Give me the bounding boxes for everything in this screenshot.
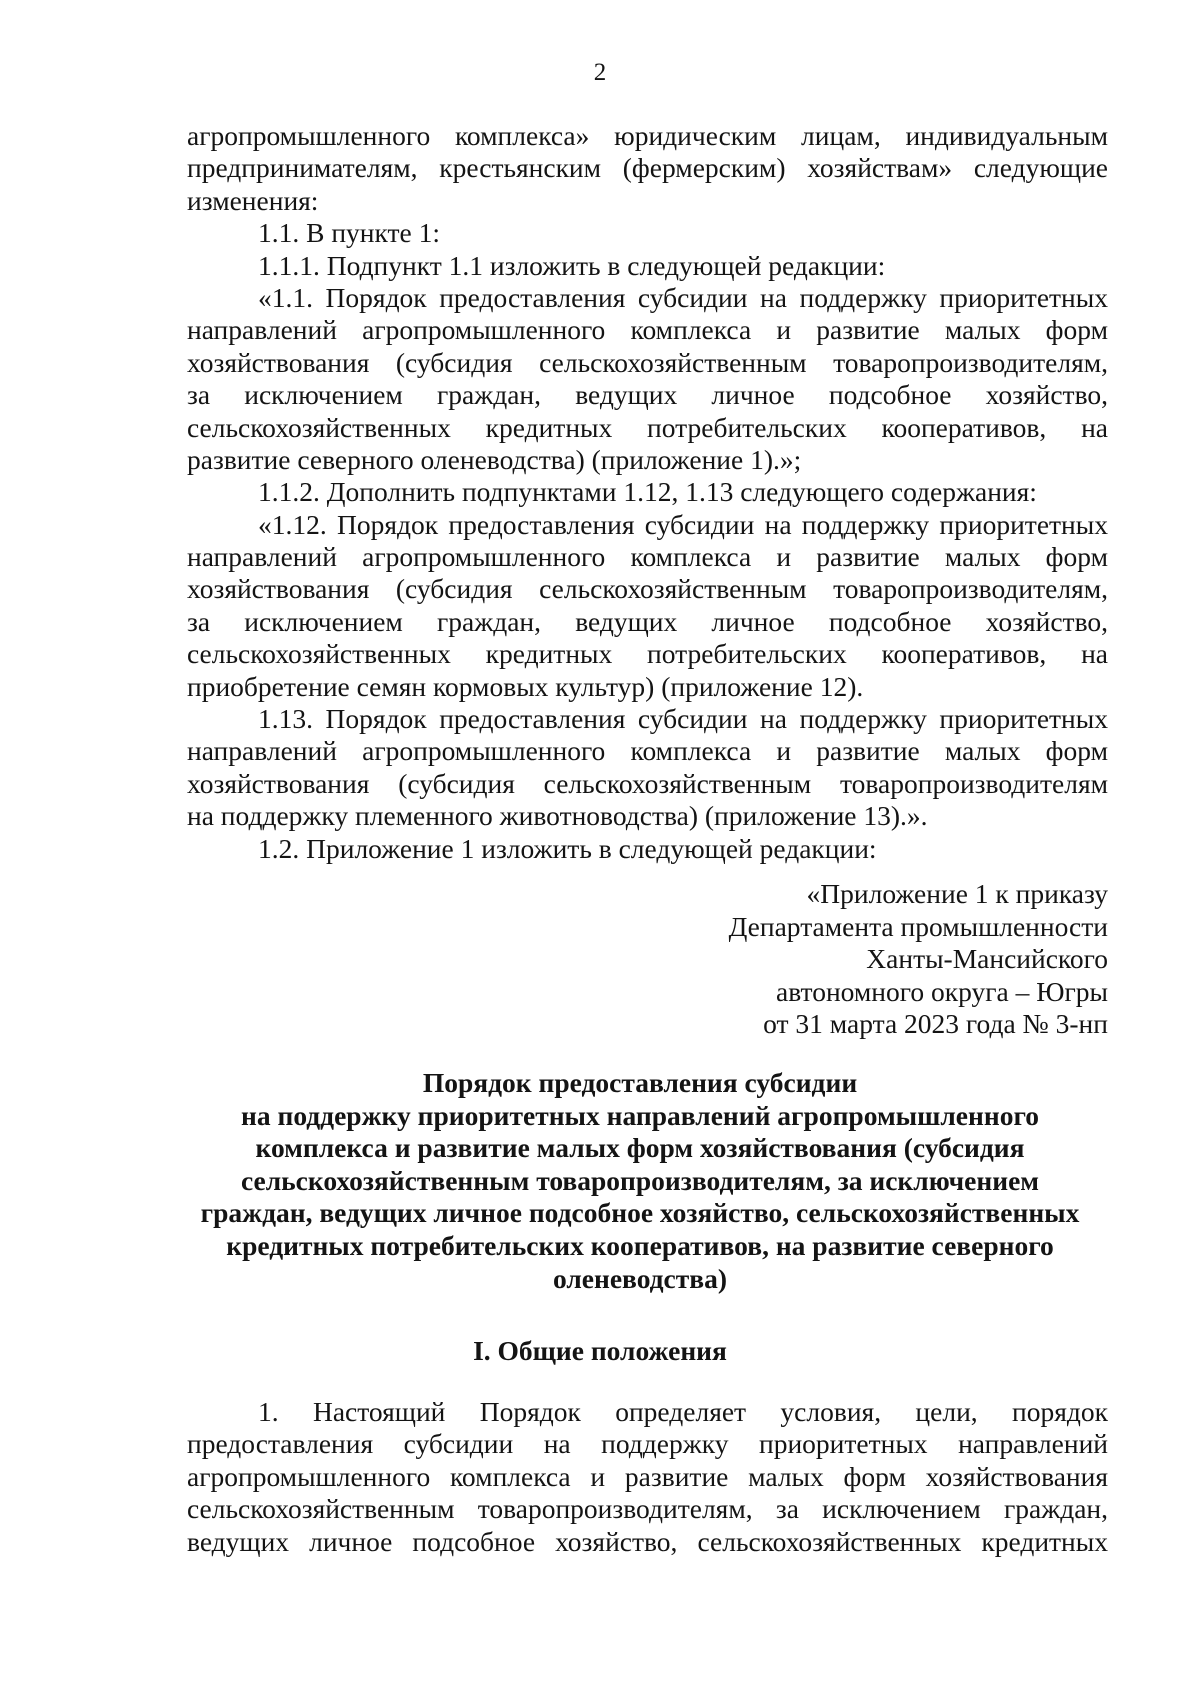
- text-line: хозяйствования (субсидия сельскохозяйственным товаропроизводителям,: [187, 573, 1108, 605]
- document-title: [140, 1067, 1140, 1295]
- text-line: агропромышленного комплекса и развитие малых форм хозяйствования: [187, 1460, 1108, 1492]
- text-line: изменения:: [187, 184, 319, 216]
- amendment-text: [187, 120, 1108, 865]
- title-line: комплекса и развитие малых форм хозяйствования (субсидия: [255, 1132, 1025, 1164]
- text-line: сельскохозяйственных кредитных потребительских кооперативов, на: [187, 411, 1108, 443]
- text-line: за исключением граждан, ведущих личное подсобное хозяйство,: [187, 605, 1108, 637]
- text-line: за исключением граждан, ведущих личное подсобное хозяйство,: [187, 379, 1108, 411]
- page-number: 2: [593, 59, 607, 86]
- title-line: на поддержку приоритетных направлений агропромышленного: [241, 1099, 1039, 1131]
- text-line: хозяйствования (субсидия сельскохозяйственным товаропроизводителям,: [187, 346, 1108, 378]
- text-line: сельскохозяйственным товаропроизводителям, за исключением граждан,: [187, 1493, 1108, 1525]
- text-line: «1.12. Порядок предоставления субсидии на поддержку приоритетных: [258, 508, 1108, 540]
- appendix-ref-line: Ханты-Мансийского: [866, 943, 1108, 975]
- text-line: ведущих личное подсобное хозяйство, сельскохозяйственных кредитных: [187, 1525, 1108, 1557]
- title-line: граждан, ведущих личное подсобное хозяйство, сельскохозяйственных: [200, 1197, 1080, 1229]
- clause-1: [187, 1396, 1108, 1558]
- text-line: сельскохозяйственных кредитных потребительских кооперативов, на: [187, 638, 1108, 670]
- appendix-ref-line: автономного округа – Югры: [776, 975, 1108, 1007]
- title-line: кредитных потребительских кооперативов, на развитие северного: [226, 1229, 1054, 1261]
- section-heading: I. Общие положения: [473, 1335, 727, 1366]
- appendix-ref-line: от 31 марта 2023 года № 3-нп: [763, 1008, 1108, 1040]
- text-line: предоставления субсидии на поддержку приоритетных направлений: [187, 1428, 1108, 1460]
- paragraph-1-1-1: 1.1.1. Подпункт 1.1 изложить в следующей редакции:: [258, 249, 886, 281]
- title-line: сельскохозяйственным товаропроизводителям, за исключением: [240, 1164, 1040, 1196]
- text-line: хозяйствования (субсидия сельскохозяйственным товаропроизводителям: [187, 767, 1108, 799]
- paragraph-1-1-2: 1.1.2. Дополнить подпунктами 1.12, 1.13 следующего содержания:: [258, 476, 1037, 508]
- text-line: развитие северного оленеводства) (приложение 1).»;: [187, 443, 802, 475]
- appendix-ref-line: «Приложение 1 к приказу: [806, 878, 1108, 909]
- title-line: Порядок предоставления субсидии: [422, 1067, 858, 1098]
- text-line: на поддержку племенного животноводства) (приложение 13).».: [187, 800, 928, 832]
- text-line: агропромышленного комплекса» юридическим лицам, индивидуальным: [187, 120, 1108, 151]
- title-line: оленеводства): [552, 1262, 728, 1294]
- text-line: предпринимателям, крестьянским (фермерским) хозяйствам» следующие: [187, 152, 1108, 184]
- text-line: приобретение семян кормовых культур) (приложение 12).: [187, 670, 864, 702]
- text-line: 1.13. Порядок предоставления субсидии на поддержку приоритетных: [258, 703, 1108, 735]
- paragraph-1-2: 1.2. Приложение 1 изложить в следующей редакции:: [258, 832, 877, 864]
- text-line: направлений агропромышленного комплекса и развитие малых форм: [187, 735, 1108, 767]
- appendix-ref-line: Департамента промышленности: [728, 910, 1108, 942]
- text-line: 1. Настоящий Порядок определяет условия, цели, порядок: [258, 1396, 1108, 1427]
- text-line: направлений агропромышленного комплекса и развитие малых форм: [187, 541, 1108, 573]
- paragraph-1-1: 1.1. В пункте 1:: [258, 217, 441, 249]
- text-line: направлений агропромышленного комплекса и развитие малых форм: [187, 314, 1108, 346]
- appendix-reference: [650, 878, 1108, 1041]
- text-line: «1.1. Порядок предоставления субсидии на поддержку приоритетных: [258, 281, 1108, 313]
